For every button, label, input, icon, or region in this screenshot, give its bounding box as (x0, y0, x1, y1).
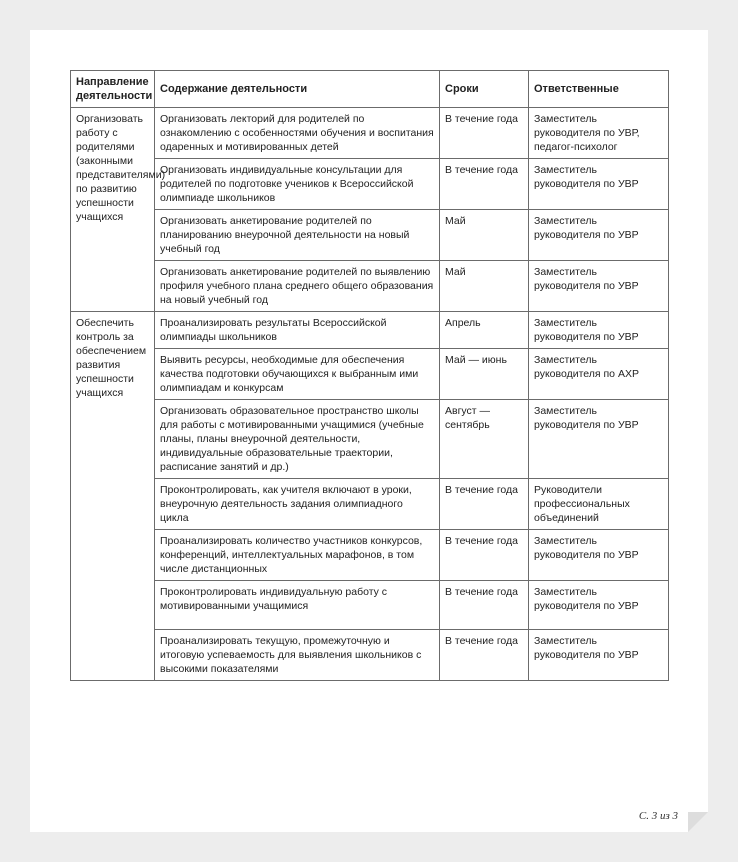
deadline-cell: В течение года (440, 530, 529, 581)
page-corner-fold (688, 812, 708, 832)
activity-plan-table (70, 70, 669, 681)
content-cell: Организовать анкетирование родителей по планированию внеурочной деятельности на новый учебный год (155, 210, 440, 261)
content-cell: Проконтролировать индивидуальную работу с мотивированными учащимися (155, 581, 440, 630)
deadline-cell: Август — сентябрь (440, 400, 529, 479)
table-row (71, 159, 669, 210)
responsible-cell: Заместитель руководителя по АХР (529, 349, 669, 400)
content-cell: Организовать индивидуальные консультации для родителей по подготовке учеников к Всероссийской олимпиаде школьников (155, 159, 440, 210)
responsible-cell: Заместитель руководителя по УВР, педагог-психолог (529, 108, 669, 159)
responsible-cell: Заместитель руководителя по УВР (529, 400, 669, 479)
content-cell: Организовать лекторий для родителей по ознакомлению с особенностями обучения и воспитания одаренных и мотивированных детей (155, 108, 440, 159)
direction-cell: Обеспечить контроль за обеспечением развития успешности учащихся (71, 312, 155, 681)
content-cell: Организовать анкетирование родителей по выявлению профиля учебного плана среднего общего образования на новый учебный год (155, 261, 440, 312)
header-deadline: Сроки (440, 71, 529, 108)
content-cell: Выявить ресурсы, необходимые для обеспечения качества подготовки обучающихся к выбранным ими олимпиадам и конкурсам (155, 349, 440, 400)
responsible-cell: Заместитель руководителя по УВР (529, 581, 669, 630)
responsible-cell: Заместитель руководителя по УВР (529, 159, 669, 210)
deadline-cell: Май (440, 261, 529, 312)
content-cell: Проанализировать количество участников конкурсов, конференций, интеллектуальных марафонов, в том числе дистанционных (155, 530, 440, 581)
responsible-cell: Заместитель руководителя по УВР (529, 630, 669, 681)
table-row (71, 630, 669, 681)
deadline-cell: В течение года (440, 108, 529, 159)
document-page (30, 30, 708, 832)
deadline-cell: Май (440, 210, 529, 261)
content-cell: Организовать образовательное пространство школы для работы с мотивированными учащимися (учебные планы, планы внеурочной деятельности, индивидуальные образовательные траектории, расписание занятий и др.) (155, 400, 440, 479)
table-row (71, 530, 669, 581)
responsible-cell: Заместитель руководителя по УВР (529, 530, 669, 581)
header-direction: Направление деятельности (71, 71, 155, 108)
deadline-cell: В течение года (440, 581, 529, 630)
table-row (71, 312, 669, 349)
deadline-cell: В течение года (440, 479, 529, 530)
deadline-cell: Апрель (440, 312, 529, 349)
header-content: Содержание деятельности (155, 71, 440, 108)
content-cell: Проконтролировать, как учителя включают в уроки, внеурочную деятельность задания олимпиадного цикла (155, 479, 440, 530)
header-responsible: Ответственные (529, 71, 669, 108)
table-row (71, 349, 669, 400)
table-row (71, 400, 669, 479)
table-row (71, 210, 669, 261)
deadline-cell: В течение года (440, 630, 529, 681)
table-row (71, 581, 669, 630)
responsible-cell: Заместитель руководителя по УВР (529, 261, 669, 312)
responsible-cell: Руководители профессиональных объединений (529, 479, 669, 530)
deadline-cell: Май — июнь (440, 349, 529, 400)
table-row (71, 479, 669, 530)
responsible-cell: Заместитель руководителя по УВР (529, 210, 669, 261)
table-header-row (71, 71, 669, 108)
content-cell: Проанализировать текущую, промежуточную и итоговую успеваемость для выявления школьников с высокими показателями (155, 630, 440, 681)
deadline-cell: В течение года (440, 159, 529, 210)
direction-cell: Организовать работу с родителями (законными представителями) по развитию успешности учащихся (71, 108, 155, 312)
content-cell: Проанализировать результаты Всероссийской олимпиады школьников (155, 312, 440, 349)
table-row (71, 261, 669, 312)
page-number: С. 3 из 3 (638, 810, 678, 822)
responsible-cell: Заместитель руководителя по УВР (529, 312, 669, 349)
table-row (71, 108, 669, 159)
